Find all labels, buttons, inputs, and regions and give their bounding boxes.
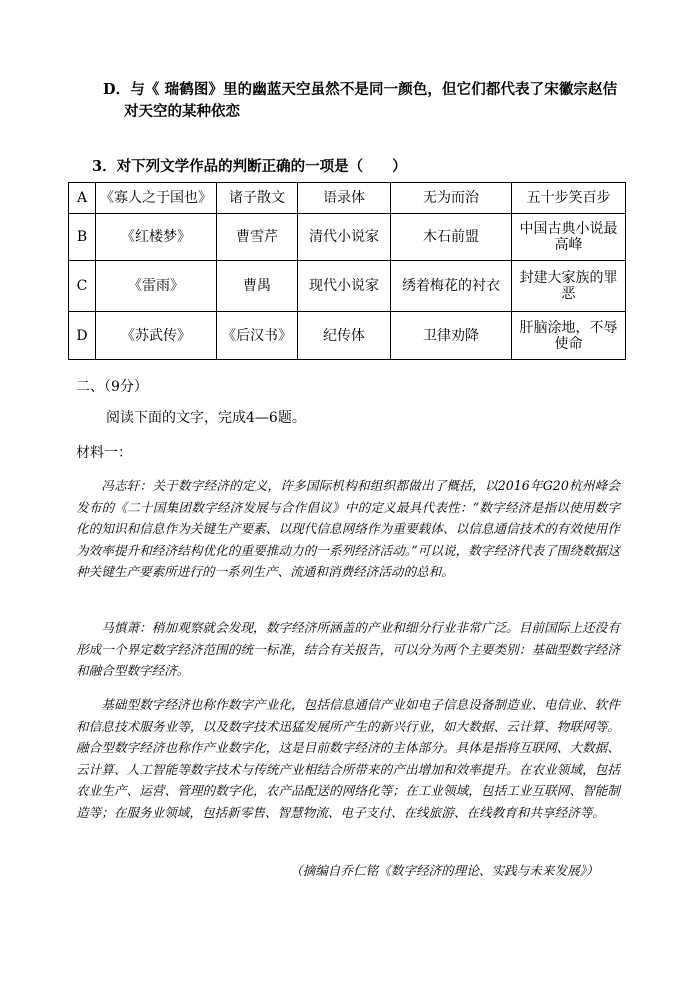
content-cell: 卫律劝降 — [391, 312, 512, 360]
work-cell: 《红楼梦》 — [96, 214, 217, 261]
source-citation: （摘编自乔仁铭《数字经济的理论、实践与未来发展》） — [290, 863, 599, 878]
content-cell: 木石前盟 — [391, 214, 512, 261]
material-paragraph-2: 马慎萧：稍加观察就会发现，数字经济所涵盖的产业和细分行业非常广泛。目前国际上还没有形成一个界定数字经济范围的统一标准，结合有关报告，可以分为两个主要类别：基础型数字经济和融合型数字经济。 — [76, 620, 620, 679]
row-label: C — [69, 261, 96, 312]
work-cell: 《雷雨》 — [96, 261, 217, 312]
genre-cell: 语录体 — [298, 183, 391, 214]
author-cell: 曹雪芹 — [217, 214, 298, 261]
work-cell: 《寡人之于国也》 — [96, 183, 217, 214]
genre-cell: 现代小说家 — [298, 261, 391, 312]
theme-cell: 中国古典小说最高峰 — [512, 214, 626, 261]
author-cell: 《后汉书》 — [217, 312, 298, 360]
row-label: A — [69, 183, 96, 214]
option-d-line2: 对天空的某种依恋 — [124, 103, 240, 120]
option-d-line1: D．与《 瑞鹤图》里的幽蓝天空虽然不是同一颜色，但它们都代表了宋徽宗赵佶 — [103, 81, 618, 98]
theme-cell: 五十步笑百步 — [512, 183, 626, 214]
material-1-label: 材料一： — [76, 445, 132, 461]
table-row — [69, 312, 626, 360]
question-3-table — [68, 182, 626, 360]
author-cell: 诸子散文 — [217, 183, 298, 214]
table-row — [69, 261, 626, 312]
author-cell: 曹禺 — [217, 261, 298, 312]
row-label: D — [69, 312, 96, 360]
genre-cell: 清代小说家 — [298, 214, 391, 261]
work-cell: 《苏武传》 — [96, 312, 217, 360]
content-cell: 绣着梅花的衬衣 — [391, 261, 512, 312]
theme-cell: 肝脑涂地，不辱使命 — [512, 312, 626, 360]
theme-cell: 封建大家族的罪恶 — [512, 261, 626, 312]
reading-instruction: 阅读下面的文字，完成4—6题。 — [106, 410, 306, 426]
content-cell: 无为而治 — [391, 183, 512, 214]
row-label: B — [69, 214, 96, 261]
question-3-title: 3．对下列文学作品的判断正确的一项是（ ） — [92, 158, 407, 175]
material-paragraph-1: 冯志轩：关于数字经济的定义，许多国际机构和组织都做出了概括，以2016年G20杭州峰会发布的《二十国集团数字经济发展与合作倡议》中的定义最具代表性：“数字经济是指以使用数字化的知识和信息作为关键生产要素、以现代信息网络作为重要载体、以信息通信技术的有效使用作为效率提升和经济结构优化的重要推动力的一系列经济活动。”可以说，数字经济代表了围绕数据这种关键生产要素所进行的一系列生产、流通和消费经济活动的总和。 — [76, 478, 620, 580]
section-2-heading: 二、（9分） — [76, 379, 148, 395]
material-paragraph-3: 基础型数字经济也称作数字产业化，包括信息通信产业如电子信息设备制造业、电信业、软件和信息技术服务业等，以及数字技术迅猛发展所产生的新兴行业，如大数据、云计算、物联网等。融合型数字经济也称作产业数字化，这是目前数字经济的主体部分。具体是指将互联网、大数据、云计算、人工智能等数字技术与传统产业相结合所带来的产出增加和效率提升。在农业领域，包括农业生产、运营、管理的数字化，农产品配送的网络化等；在工业领域，包括工业互联网、智能制造等；在服务业领域，包括新零售、智慧物流、电子支付、在线旅游、在线教育和共享经济等。 — [76, 697, 620, 820]
table-row — [69, 183, 626, 214]
genre-cell: 纪传体 — [298, 312, 391, 360]
table-row — [69, 214, 626, 261]
